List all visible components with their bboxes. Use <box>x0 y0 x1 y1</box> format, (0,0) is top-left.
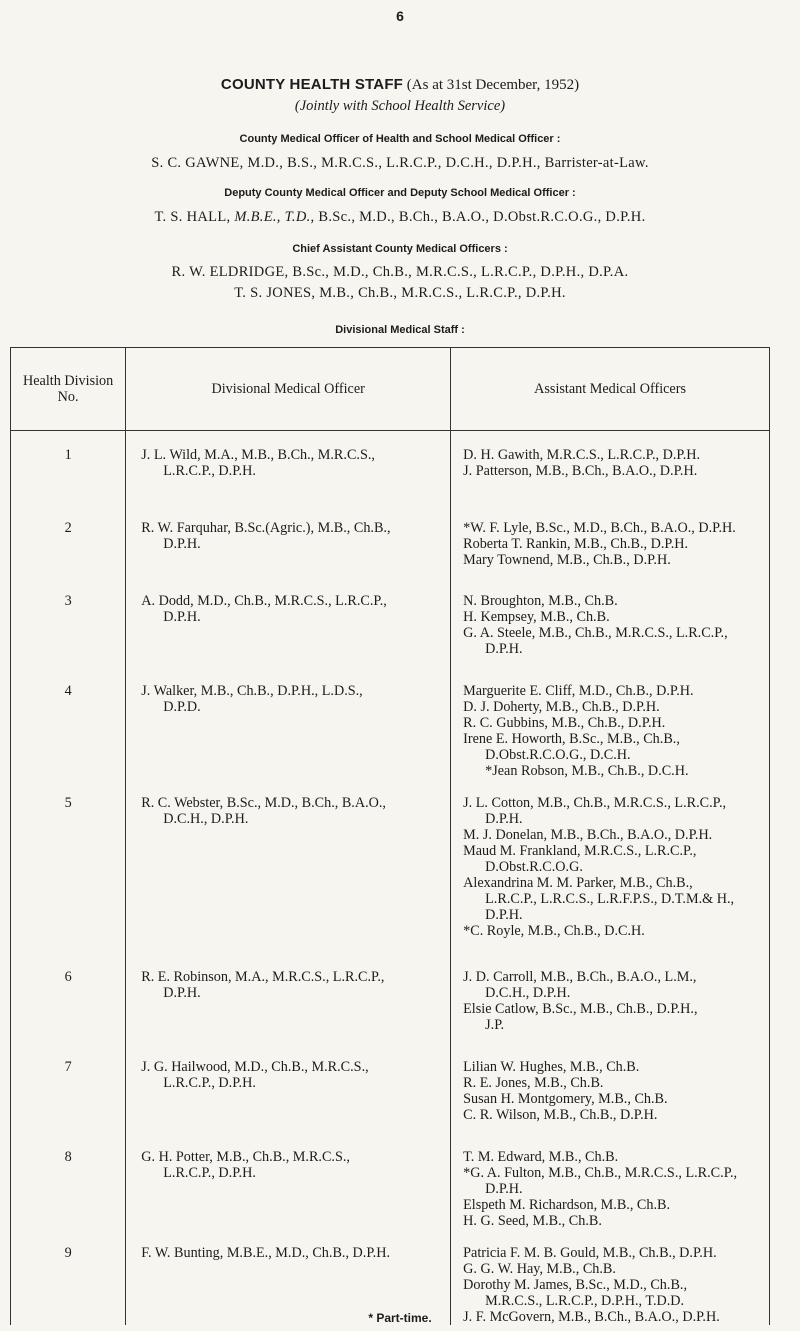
officer-line: J. D. Carroll, M.B., B.Ch., B.A.O., L.M., <box>463 968 697 985</box>
officer-line: Mary Townend, M.B., Ch.B., D.P.H. <box>463 551 671 568</box>
divisional-officer-cell <box>126 1133 451 1229</box>
officer-line: Susan H. Montgomery, M.B., Ch.B. <box>463 1090 668 1107</box>
officer-line: Alexandrina M. M. Parker, M.B., Ch.B., <box>463 874 693 891</box>
header-divisional-officer: Divisional Medical Officer <box>126 348 451 431</box>
officer-line: F. W. Bunting, M.B.E., M.D., Ch.B., D.P.H. <box>141 1244 391 1261</box>
officer-line: R. E. Robinson, M.A., M.R.C.S., L.R.C.P., <box>141 968 385 985</box>
table-row <box>11 431 770 504</box>
footnote: * Part-time. <box>368 1311 432 1325</box>
divisional-staff-table <box>10 347 770 1325</box>
officer-line: Lilian W. Hughes, M.B., Ch.B. <box>463 1058 640 1075</box>
officer-line: G. A. Steele, M.B., Ch.B., M.R.C.S., L.R.C.P., <box>463 624 728 641</box>
officer-line: Elspeth M. Richardson, M.B., Ch.B. <box>463 1196 671 1213</box>
officer-line: M. J. Donelan, M.B., B.Ch., B.A.O., D.P.H. <box>463 826 713 843</box>
table-row <box>11 577 770 667</box>
officer-line: H. G. Seed, M.B., Ch.B. <box>463 1212 602 1229</box>
officer-line: D.P.H. <box>485 640 523 657</box>
assistant-officers-cell <box>451 431 770 504</box>
table-row <box>11 667 770 779</box>
title-date: (As at 31st December, 1952) <box>406 77 580 93</box>
officer-line: D.P.H. <box>485 1180 523 1197</box>
officer-line: *W. F. Lyle, B.Sc., M.D., B.Ch., B.A.O., D.P.H. <box>463 519 736 536</box>
officer-line: D.P.D. <box>163 698 201 715</box>
officer-line: J. L. Wild, M.A., M.B., B.Ch., M.R.C.S., <box>141 447 375 463</box>
deputy-name <box>0 209 800 226</box>
deputy-name-part: B.Sc., M.D., B.Ch., B.A.O., D.Obst.R.C.O.G., D.P.H. <box>314 209 646 225</box>
officer-line: R. E. Jones, M.B., Ch.B. <box>463 1074 604 1091</box>
officer-line: D.C.H., D.P.H. <box>163 810 249 827</box>
officer-line: Irene E. Howorth, B.Sc., M.B., Ch.B., <box>463 730 680 747</box>
officer-line: J. L. Cotton, M.B., Ch.B., M.R.C.S., L.R.C.P., <box>463 794 727 811</box>
officer-line: J.P. <box>485 1016 505 1033</box>
division-number: 6 <box>11 953 126 1043</box>
title-text: COUNTY HEALTH STAFF <box>220 76 404 93</box>
division-number: 4 <box>11 667 126 779</box>
table-row <box>11 953 770 1043</box>
assistant-officers-cell <box>451 577 770 667</box>
officer-line: J. G. Hailwood, M.D., Ch.B., M.R.C.S., <box>141 1058 369 1075</box>
officer-line: L.R.C.P., D.P.H. <box>163 1164 256 1181</box>
assistant-officers-cell <box>451 1133 770 1229</box>
officer-line: L.R.C.P., L.R.C.S., L.R.F.P.S., D.T.M.& H., <box>485 890 735 907</box>
officer-line: J. Patterson, M.B., B.Ch., B.A.O., D.P.H. <box>463 463 698 479</box>
divisional-officer-cell <box>126 779 451 953</box>
chief-heading: Chief Assistant County Medical Officers : <box>292 243 508 255</box>
officer-line: D.P.H. <box>485 810 523 827</box>
officer-line: D.P.H. <box>163 608 201 625</box>
officer-line: C. R. Wilson, M.B., Ch.B., D.P.H. <box>463 1106 658 1123</box>
page-number: 6 <box>396 8 404 24</box>
officer-line: Maud M. Frankland, M.R.C.S., L.R.C.P., <box>463 842 697 859</box>
officer-line: Marguerite E. Cliff, M.D., Ch.B., D.P.H. <box>463 682 694 699</box>
divisional-officer-cell <box>126 667 451 779</box>
officer-line: *G. A. Fulton, M.B., Ch.B., M.R.C.S., L.R.C.P., <box>463 1164 738 1181</box>
divisional-officer-cell <box>126 504 451 577</box>
page-subtitle: (Jointly with School Health Service) <box>294 98 506 114</box>
officer-line: G. H. Potter, M.B., Ch.B., M.R.C.S., <box>141 1148 350 1165</box>
table-header-row <box>11 348 770 431</box>
officer-line: G. G. W. Hay, M.B., Ch.B. <box>463 1260 616 1277</box>
division-number: 5 <box>11 779 126 953</box>
chief-name-1: R. W. ELDRIDGE, B.Sc., M.D., Ch.B., M.R.C.S., L.R.C.P., D.P.H., D.P.A. <box>171 264 629 280</box>
officer-line: D.P.H. <box>163 984 201 1001</box>
officer-line: L.R.C.P., D.P.H. <box>163 463 256 479</box>
officer-line: R. C. Gubbins, M.B., Ch.B., D.P.H. <box>463 714 666 731</box>
assistant-officers-cell <box>451 667 770 779</box>
officer-line: H. Kempsey, M.B., Ch.B. <box>463 608 610 625</box>
header-assistant-officers: Assistant Medical Officers <box>451 348 770 431</box>
table-body <box>11 431 770 1325</box>
officer-line: J. Walker, M.B., Ch.B., D.P.H., L.D.S., <box>141 682 363 699</box>
officer-line: M.R.C.S., L.R.C.P., D.P.H., T.D.D. <box>485 1292 685 1309</box>
header-division-no: Health Division No. <box>11 348 126 431</box>
officer-line: Patricia F. M. B. Gould, M.B., Ch.B., D.P.H. <box>463 1244 717 1261</box>
officer-line: T. M. Edward, M.B., Ch.B. <box>463 1148 619 1165</box>
officer-line: L.R.C.P., D.P.H. <box>163 1074 256 1091</box>
divisional-officer-cell <box>126 431 451 504</box>
division-number: 9 <box>11 1229 126 1325</box>
assistant-officers-cell <box>451 953 770 1043</box>
divisional-heading: Divisional Medical Staff : <box>335 324 465 336</box>
cmo-heading: County Medical Officer of Health and School Medical Officer : <box>239 133 561 145</box>
division-number: 8 <box>11 1133 126 1229</box>
table-row <box>11 779 770 953</box>
officer-line: J. F. McGovern, M.B., B.Ch., B.A.O., D.P.H. <box>463 1308 720 1325</box>
table-row <box>11 1043 770 1133</box>
officer-line: N. Broughton, M.B., Ch.B. <box>463 592 618 609</box>
officer-line: D.Obst.R.C.O.G. <box>485 858 583 875</box>
officer-line: D. J. Doherty, M.B., Ch.B., D.P.H. <box>463 698 660 715</box>
officer-line: D.P.H. <box>163 535 201 552</box>
officer-line: *C. Royle, M.B., Ch.B., D.C.H. <box>463 922 645 939</box>
officer-line: Elsie Catlow, B.Sc., M.B., Ch.B., D.P.H., <box>463 1000 698 1017</box>
divisional-officer-cell <box>126 1043 451 1133</box>
assistant-officers-cell <box>451 504 770 577</box>
division-number: 3 <box>11 577 126 667</box>
table-row <box>11 504 770 577</box>
officer-line: D.C.H., D.P.H. <box>485 984 571 1001</box>
officer-line: D.Obst.R.C.O.G., D.C.H. <box>485 746 631 763</box>
assistant-officers-cell <box>451 1043 770 1133</box>
chief-name-2: T. S. JONES, M.B., Ch.B., M.R.C.S., L.R.C.P., D.P.H. <box>234 285 566 301</box>
page-title <box>0 76 800 94</box>
officer-line: D. H. Gawith, M.R.C.S., L.R.C.P., D.P.H. <box>463 447 701 463</box>
officer-line: *Jean Robson, M.B., Ch.B., D.C.H. <box>485 762 689 779</box>
officer-line: R. C. Webster, B.Sc., M.D., B.Ch., B.A.O., <box>141 794 386 811</box>
division-number: 7 <box>11 1043 126 1133</box>
deputy-heading: Deputy County Medical Officer and Deputy School Medical Officer : <box>224 187 576 199</box>
officer-line: D.P.H. <box>485 906 523 923</box>
division-number: 1 <box>11 431 126 504</box>
deputy-honours: M.B.E., T.D., <box>234 209 315 225</box>
table-row <box>11 1133 770 1229</box>
officer-line: Roberta T. Rankin, M.B., Ch.B., D.P.H. <box>463 535 689 552</box>
officer-line: Dorothy M. James, B.Sc., M.D., Ch.B., <box>463 1276 687 1293</box>
officer-line: A. Dodd, M.D., Ch.B., M.R.C.S., L.R.C.P., <box>141 592 387 609</box>
divisional-officer-cell <box>126 577 451 667</box>
assistant-officers-cell <box>451 779 770 953</box>
deputy-name-part: T. S. HALL, <box>154 209 235 225</box>
divisional-officer-cell <box>126 953 451 1043</box>
cmo-name: S. C. GAWNE, M.D., B.S., M.R.C.S., L.R.C.P., D.C.H., D.P.H., Barrister-at-Law. <box>151 155 649 171</box>
officer-line: R. W. Farquhar, B.Sc.(Agric.), M.B., Ch.B., <box>141 519 391 536</box>
division-number: 2 <box>11 504 126 577</box>
